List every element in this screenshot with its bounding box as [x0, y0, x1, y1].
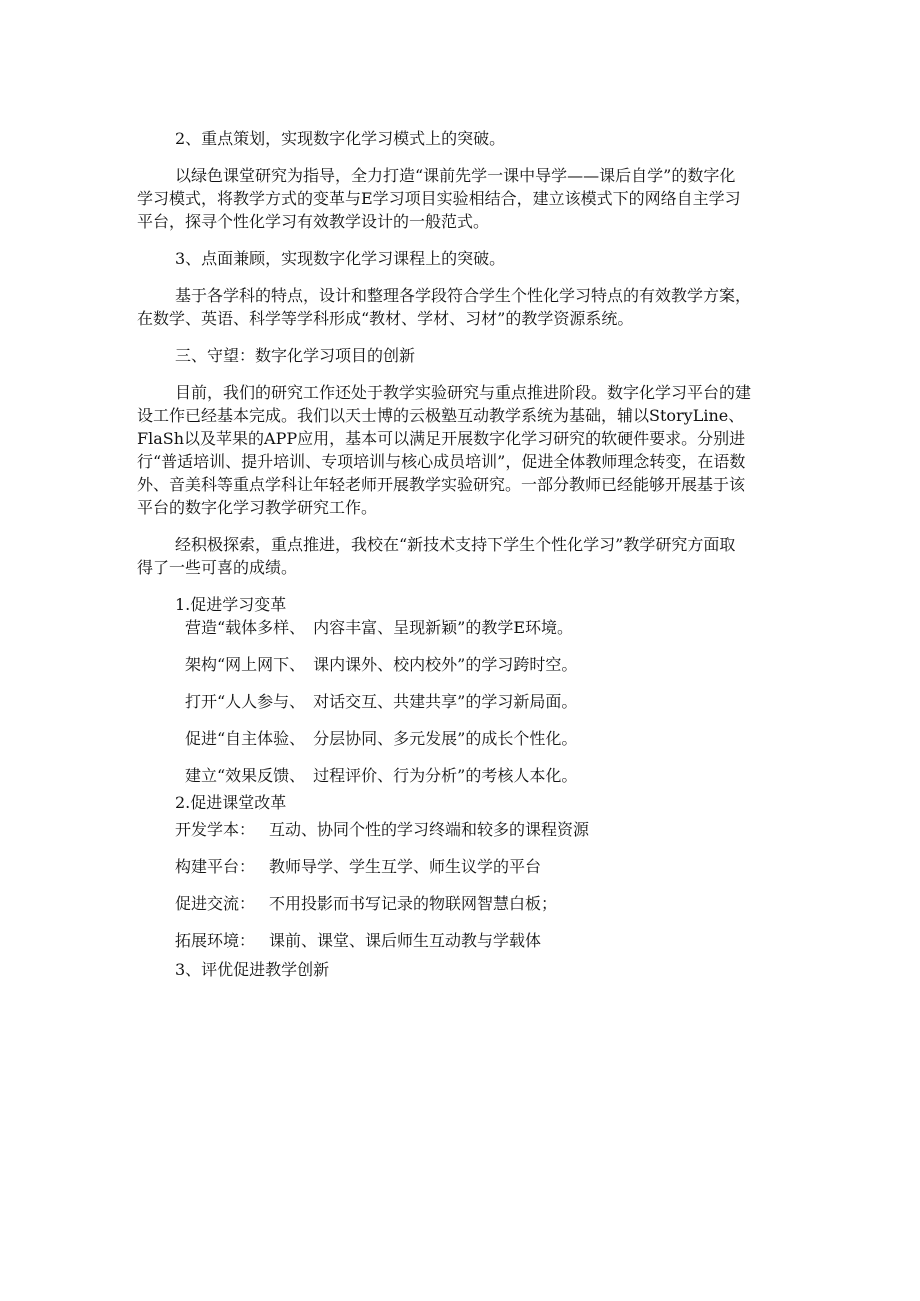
list-item [175, 855, 541, 878]
paragraph-line: FlaSh以及苹果的APP应用，基本可以满足开展数字化学习研究的软硬件要求。分别进 [137, 429, 746, 448]
paragraph-line: 学习模式，将教学方式的变革与E学习项目实验相结合，建立该模式下的网络自主学习 [137, 189, 741, 208]
paragraph-line: 行“普适培训、提升培训、专项培训与核心成员培训”，促进全体教师理念转变，在语数 [137, 452, 746, 471]
paragraph-line: 经积极探索，重点推进，我校在“新技术支持下学生个性化学习”教学研究方面取 [175, 535, 736, 554]
paragraph-line: 平台的数字化学习教学研究工作。 [137, 498, 378, 517]
list-item: 营造“载体多样、 内容丰富、呈现新颖”的教学E环境。 [185, 618, 574, 637]
paragraph-line: 得了一些可喜的成绩。 [137, 558, 298, 577]
list-item: 促进“自主体验、 分层协同、多元发展”的成长个性化。 [185, 729, 578, 748]
list-item: 架构“网上网下、 课内课外、校内校外”的学习跨时空。 [185, 655, 578, 674]
paragraph-line: 目前，我们的研究工作还处于教学实验研究与重点推进阶段。数字化学习平台的建 [175, 383, 752, 402]
paragraph-line: 在数学、英语、科学等学科形成“教材、学材、习材”的教学资源系统。 [137, 309, 634, 328]
chapter-heading: 三、守望：数字化学习项目的创新 [175, 346, 416, 365]
paragraph-line: 外、音美科等重点学科让年轻老师开展教学实验研究。一部分教师已经能够开展基于该 [137, 475, 746, 494]
section-heading-3: 3、点面兼顾，实现数字化学习课程上的突破。 [175, 249, 506, 268]
paragraph-line: 平台，探寻个性化学习有效教学设计的一般范式。 [137, 212, 490, 231]
paragraph-line: 以绿色课堂研究为指导，全力打造“课前先学一课中导学——课后自学”的数字化 [175, 166, 736, 185]
list-item: 建立“效果反馈、 过程评价、行为分析”的考核人本化。 [185, 766, 578, 785]
section-heading-2: 2、重点策划，实现数字化学习模式上的突破。 [175, 129, 506, 148]
item-text: 课前、课堂、课后师生互动教与学载体 [269, 931, 542, 950]
list-item [175, 929, 541, 952]
section-heading-3b: 3、评优促进教学创新 [175, 960, 330, 979]
item-text: 不用投影而书写记录的物联网智慧白板； [269, 894, 558, 913]
item-label: 构建平台： [175, 857, 256, 876]
paragraph-line: 基于各学科的特点，设计和整理各学段符合学生个性化学习特点的有效教学方案， [175, 286, 752, 305]
list-item: 打开“人人参与、 对话交互、共建共享”的学习新局面。 [185, 692, 578, 711]
item-label: 拓展环境： [175, 931, 256, 950]
list-item [175, 818, 589, 841]
item-text: 互动、协同个性的学习终端和较多的课程资源 [269, 820, 590, 839]
item-text: 教师导学、学生互学、师生议学的平台 [269, 857, 542, 876]
paragraph-line: 设工作已经基本完成。我们以天士博的云极塾互动教学系统为基础，辅以StoryLine、 [137, 406, 745, 425]
list-heading: 2.促进课堂改革 [175, 793, 287, 812]
item-label: 促进交流： [175, 894, 256, 913]
list-heading: 1.促进学习变革 [175, 595, 287, 614]
item-label: 开发学本： [175, 820, 256, 839]
list-item [175, 892, 557, 915]
